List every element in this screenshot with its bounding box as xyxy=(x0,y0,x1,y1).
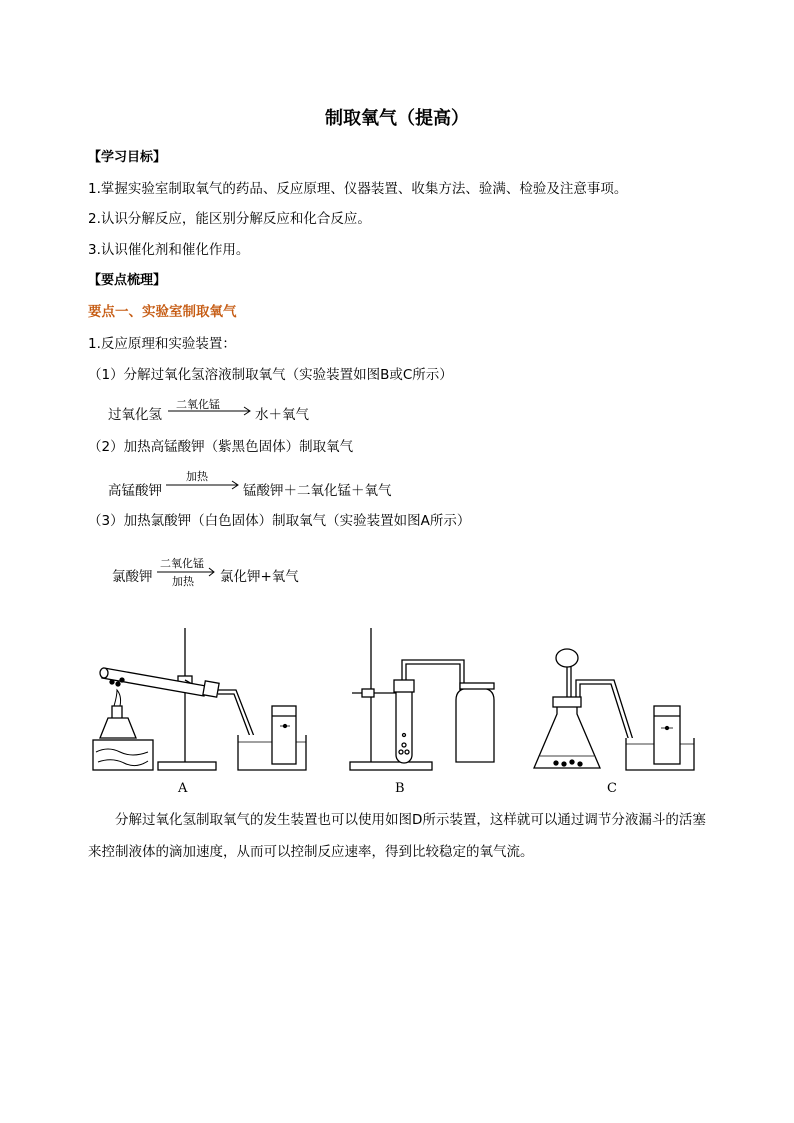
apparatus-c xyxy=(534,649,694,770)
eq2-reactant: 高锰酸钾 xyxy=(108,483,162,499)
eq3-reactant: 氯酸钾 xyxy=(112,569,153,585)
apparatus-b xyxy=(350,628,494,770)
eq3-condition-bottom: 加热 xyxy=(172,575,194,588)
eq3-condition-top: 二氧化锰 xyxy=(160,557,204,570)
eq1-condition: 二氧化锰 xyxy=(176,398,220,411)
figure-label-a: A xyxy=(178,781,188,796)
figure-label-c: C xyxy=(607,781,617,796)
item-2: （2）加热高锰酸钾（紫黑色固体）制取氧气 xyxy=(88,439,354,455)
goal-item-3: 3.认识催化剂和催化作用。 xyxy=(88,242,250,258)
eq1-reactant: 过氧化氢 xyxy=(108,407,162,423)
section-goals-heading: 【学习目标】 xyxy=(88,150,167,165)
eq2-condition: 加热 xyxy=(186,470,208,483)
apparatus-a xyxy=(93,628,306,770)
point1-heading: 要点一、实验室制取氧气 xyxy=(88,304,237,320)
eq2-products: 锰酸钾＋二氧化锰＋氧气 xyxy=(243,483,392,499)
goal-item-2: 2.认识分解反应，能区别分解反应和化合反应。 xyxy=(88,211,371,227)
goal-item-1: 1.掌握实验室制取氧气的药品、反应原理、仪器装置、收集方法、验满、检验及注意事项。 xyxy=(88,181,628,197)
item-3: （3）加热氯酸钾（白色固体）制取氧气（实验装置如图A所示） xyxy=(88,513,471,529)
eq1-products: 水＋氧气 xyxy=(255,407,309,423)
explanation-paragraph: 分解过氧化氢制取氧气的发生装置也可以使用如图D所示装置，这样就可以通过调节分液漏斗的活塞来控制液体的滴加速度，从而可以控制反应速率，得到比较稳定的氧气流。 xyxy=(88,812,706,860)
page-title: 制取氧气（提高） xyxy=(325,108,469,129)
figure-label-b: B xyxy=(395,781,405,796)
item-1: （1）分解过氧化氢溶液制取氧气（实验装置如图B或C所示） xyxy=(88,367,453,383)
eq3-products: 氯化钾+氧气 xyxy=(220,569,299,585)
subheading: 1.反应原理和实验装置： xyxy=(88,336,236,352)
section-points-heading: 【要点梳理】 xyxy=(88,273,167,288)
